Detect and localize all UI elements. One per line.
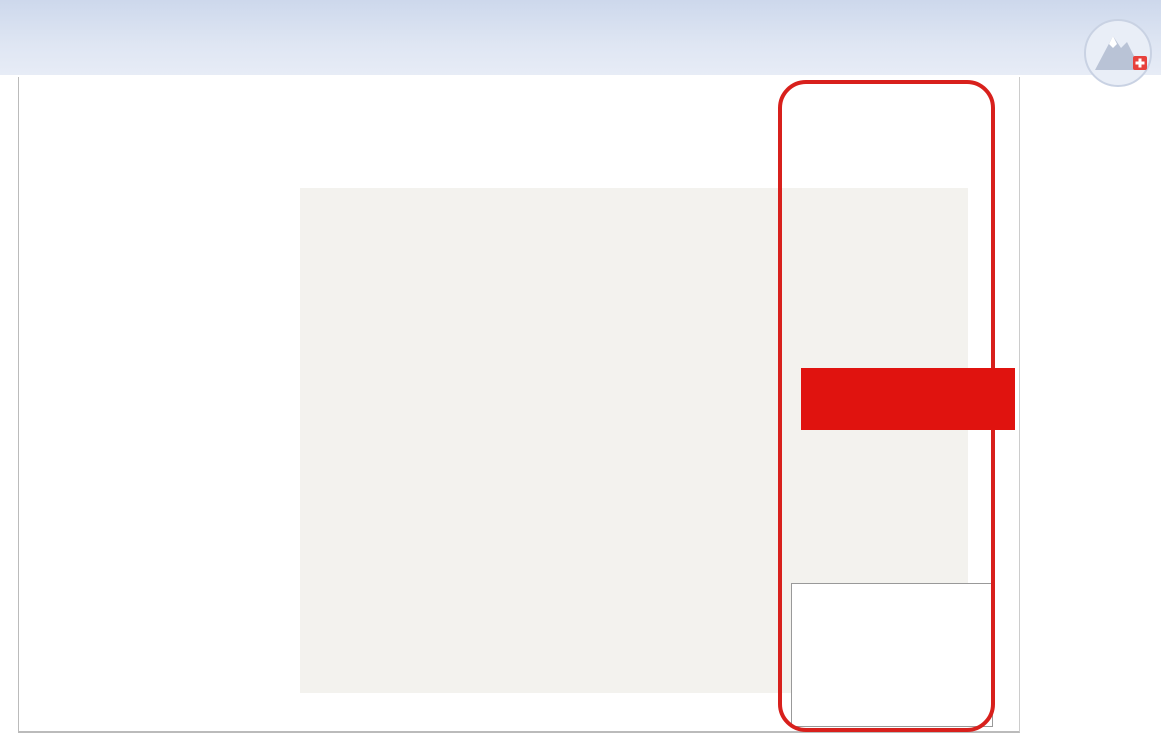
- climate-catastrophe-label: [801, 368, 1015, 430]
